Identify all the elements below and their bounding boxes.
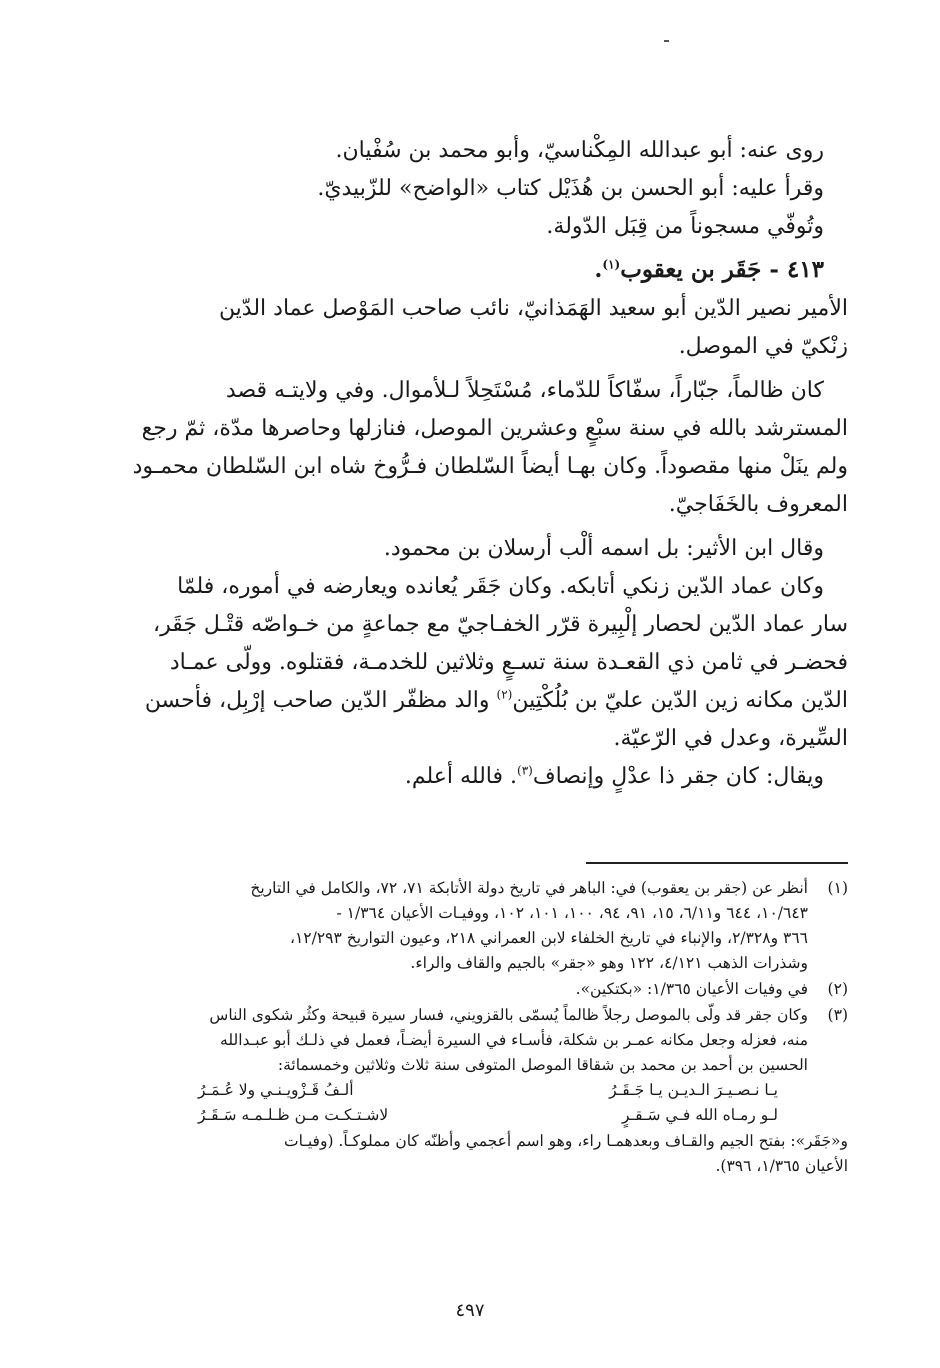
- footnote-3-continued: [108, 1129, 848, 1179]
- verse-half: لـو رمـاه الله فـي سَـقـرٍ: [622, 1106, 778, 1124]
- footnote-3: [108, 1003, 848, 1128]
- text-line: روى عنه: أبو عبدالله المِكْناسيّ، وأبو محمد بن سُفْيان.: [335, 138, 824, 163]
- footnote-2: [108, 977, 848, 1002]
- footnote-number: (٢): [827, 980, 848, 998]
- entry-number: ٤١٣: [786, 256, 824, 283]
- footnote-number: (١): [827, 879, 848, 897]
- footnote-line: وكان جقر قد ولّى بالموصل رجلاً ظالماً يُسمّى بالقزويني، فسار سيرة قبيحة وكثُر شكوى الناس: [209, 1006, 808, 1024]
- footnote-line: الأعيان ١/٣٦٥، ٣٩٦).: [715, 1157, 848, 1175]
- footnote-line: في وفيات الأعيان ١/٣٦٥: «بكتكين».: [575, 980, 808, 998]
- footnote-line: وشذرات الذهب ٤/١٢١، ١٢٢ وهو «جقر» بالجيم والقاف والراء.: [410, 954, 808, 972]
- text-line: زنْكيّ في الموصل.: [678, 334, 848, 359]
- footnote-1: [108, 876, 848, 976]
- text-line: ويقال: كان جقر ذا عدْلٍ وإنصاف$^{(٣)}$. فالله أعلم.: [404, 763, 824, 789]
- footnote-ref: (٣): [517, 763, 533, 778]
- main-text: [110, 132, 848, 796]
- verse-half: لاشـتـكـت مـن ظـلـمـه سَـقَـرُ: [198, 1106, 389, 1124]
- footnote-line: أنظر عن (جقر بن يعقوب) في: الباهر في تاريخ دولة الأتابكة ٧١، ٧٢، والكامل في التاريخ: [250, 879, 808, 897]
- text-line: وقرأ عليه: أبو الحسن بن هُذَيْل كتاب «الواضح» للزّبيديّ.: [317, 176, 824, 201]
- footnote-line: منه، فعزله وجعل مكانه عمـر بن شكلة، فأسـاء في السيرة أيضـاً، فعمل في ذلـك أبو عبـدالله: [220, 1031, 808, 1049]
- text-line: المعروف بالخَفَاجيّ.: [668, 492, 848, 517]
- text-line: السِّيرة، وعدل في الرّعيّة.: [613, 726, 848, 751]
- footnote-separator: [586, 862, 848, 864]
- text-line: سار عماد الدّين لحصار إلْبِيرة قرّر الخفـاجيّ مع جماعةٍ من خـواصّه قتْـل جَقَر،: [152, 612, 848, 637]
- scan-speck: [664, 40, 669, 42]
- text-line: وكان عماد الدّين زنكي أتابكه. وكان جَقَر يُعانده ويعارضه في أموره، فلمّا: [177, 574, 824, 599]
- text-line: الأمير نصير الدّين أبو سعيد الهَمَذانيّ، نائب صاحب المَوْصل عماد الدّين: [218, 296, 848, 321]
- entry-title: جَقَر بن يعقوب: [620, 256, 762, 283]
- footnotes: [108, 876, 848, 1179]
- verse-half: ألـفُ قَـزْويـنـي ولا عُـمَـرُ: [198, 1081, 354, 1099]
- footnote-line: ١٠/٦٤٣، ٦٤٤ و٦/١١، ١٥، ٩١، ٩٤، ١٠٠، ١٠١، ١٠٢، ووفيـات الأعيان ١/٣٦٤ -: [336, 904, 808, 922]
- footnote-line: و«جَقَر»: بفتح الجيم والقـاف وبعدهمـا راء، وهو اسم أعجمي وأظنّه كان مملوكـاً. (وفيـات: [284, 1132, 848, 1150]
- text-line: ولم ينَلْ منها مقصوداً. وكان بهـا أيضاً السّلطان فـرُّوخ شاه ابن السّلطان محمـود: [132, 454, 848, 479]
- footnote-number: (٣): [827, 1006, 848, 1024]
- text-line: فحضـر في ثامن ذي القعـدة سنة تسـعٍ وثلاثين للخدمـة، فقتلوه. وولّى عمـاد: [169, 650, 848, 675]
- text-line: المسترشد بالله في سنة سبْعٍ وعشرين الموصل، فنازلها وحاصرها مدّة، ثمّ رجع: [141, 416, 848, 441]
- entry-heading: ٤١٣ - جَقَر بن يعقوب$^{(١)}$.: [594, 256, 824, 283]
- footnote-line: ٣٦٦ و٢/٣٢٨، والإنباء في تاريخ الخلفاء لابن العمراني ٢١٨، وعيون التواريخ ١٢/٢٩٣،: [289, 929, 808, 947]
- text-line: كان ظالماً، جبّاراً، سفّاكاً للدّماء، مُسْتَحِلاً لـلأموال. وفي ولايتـه قصد: [225, 378, 824, 403]
- footnote-line: الحسين بن أحمد بن محمد بن شقاقا الموصل المتوفى سنة ثلاث وثلاثين وخمسمائة:: [277, 1056, 808, 1074]
- text-line: الدّين مكانه زين الدّين عليّ بن بُلُكْتِين$^{(٢)}$ والد مظفّر الدّين صاحب إرْبِل، فأحسن: [144, 687, 848, 713]
- poem-verse: [108, 1078, 808, 1103]
- text-line: وقال ابن الأثير: بل اسمه ألْب أرسلان بن محمود.: [383, 536, 824, 561]
- footnote-ref: (١): [602, 257, 621, 272]
- poem-verse: [108, 1103, 808, 1128]
- footnote-ref: (٢): [496, 687, 513, 702]
- text-line: وتُوفّي مسجوناً من قِبَل الدّولة.: [546, 214, 824, 239]
- page-number: ٤٩٧: [455, 1300, 485, 1321]
- verse-half: يـا نـصـيـرَ الـديـن يـا جَـقَـرُ: [609, 1081, 778, 1099]
